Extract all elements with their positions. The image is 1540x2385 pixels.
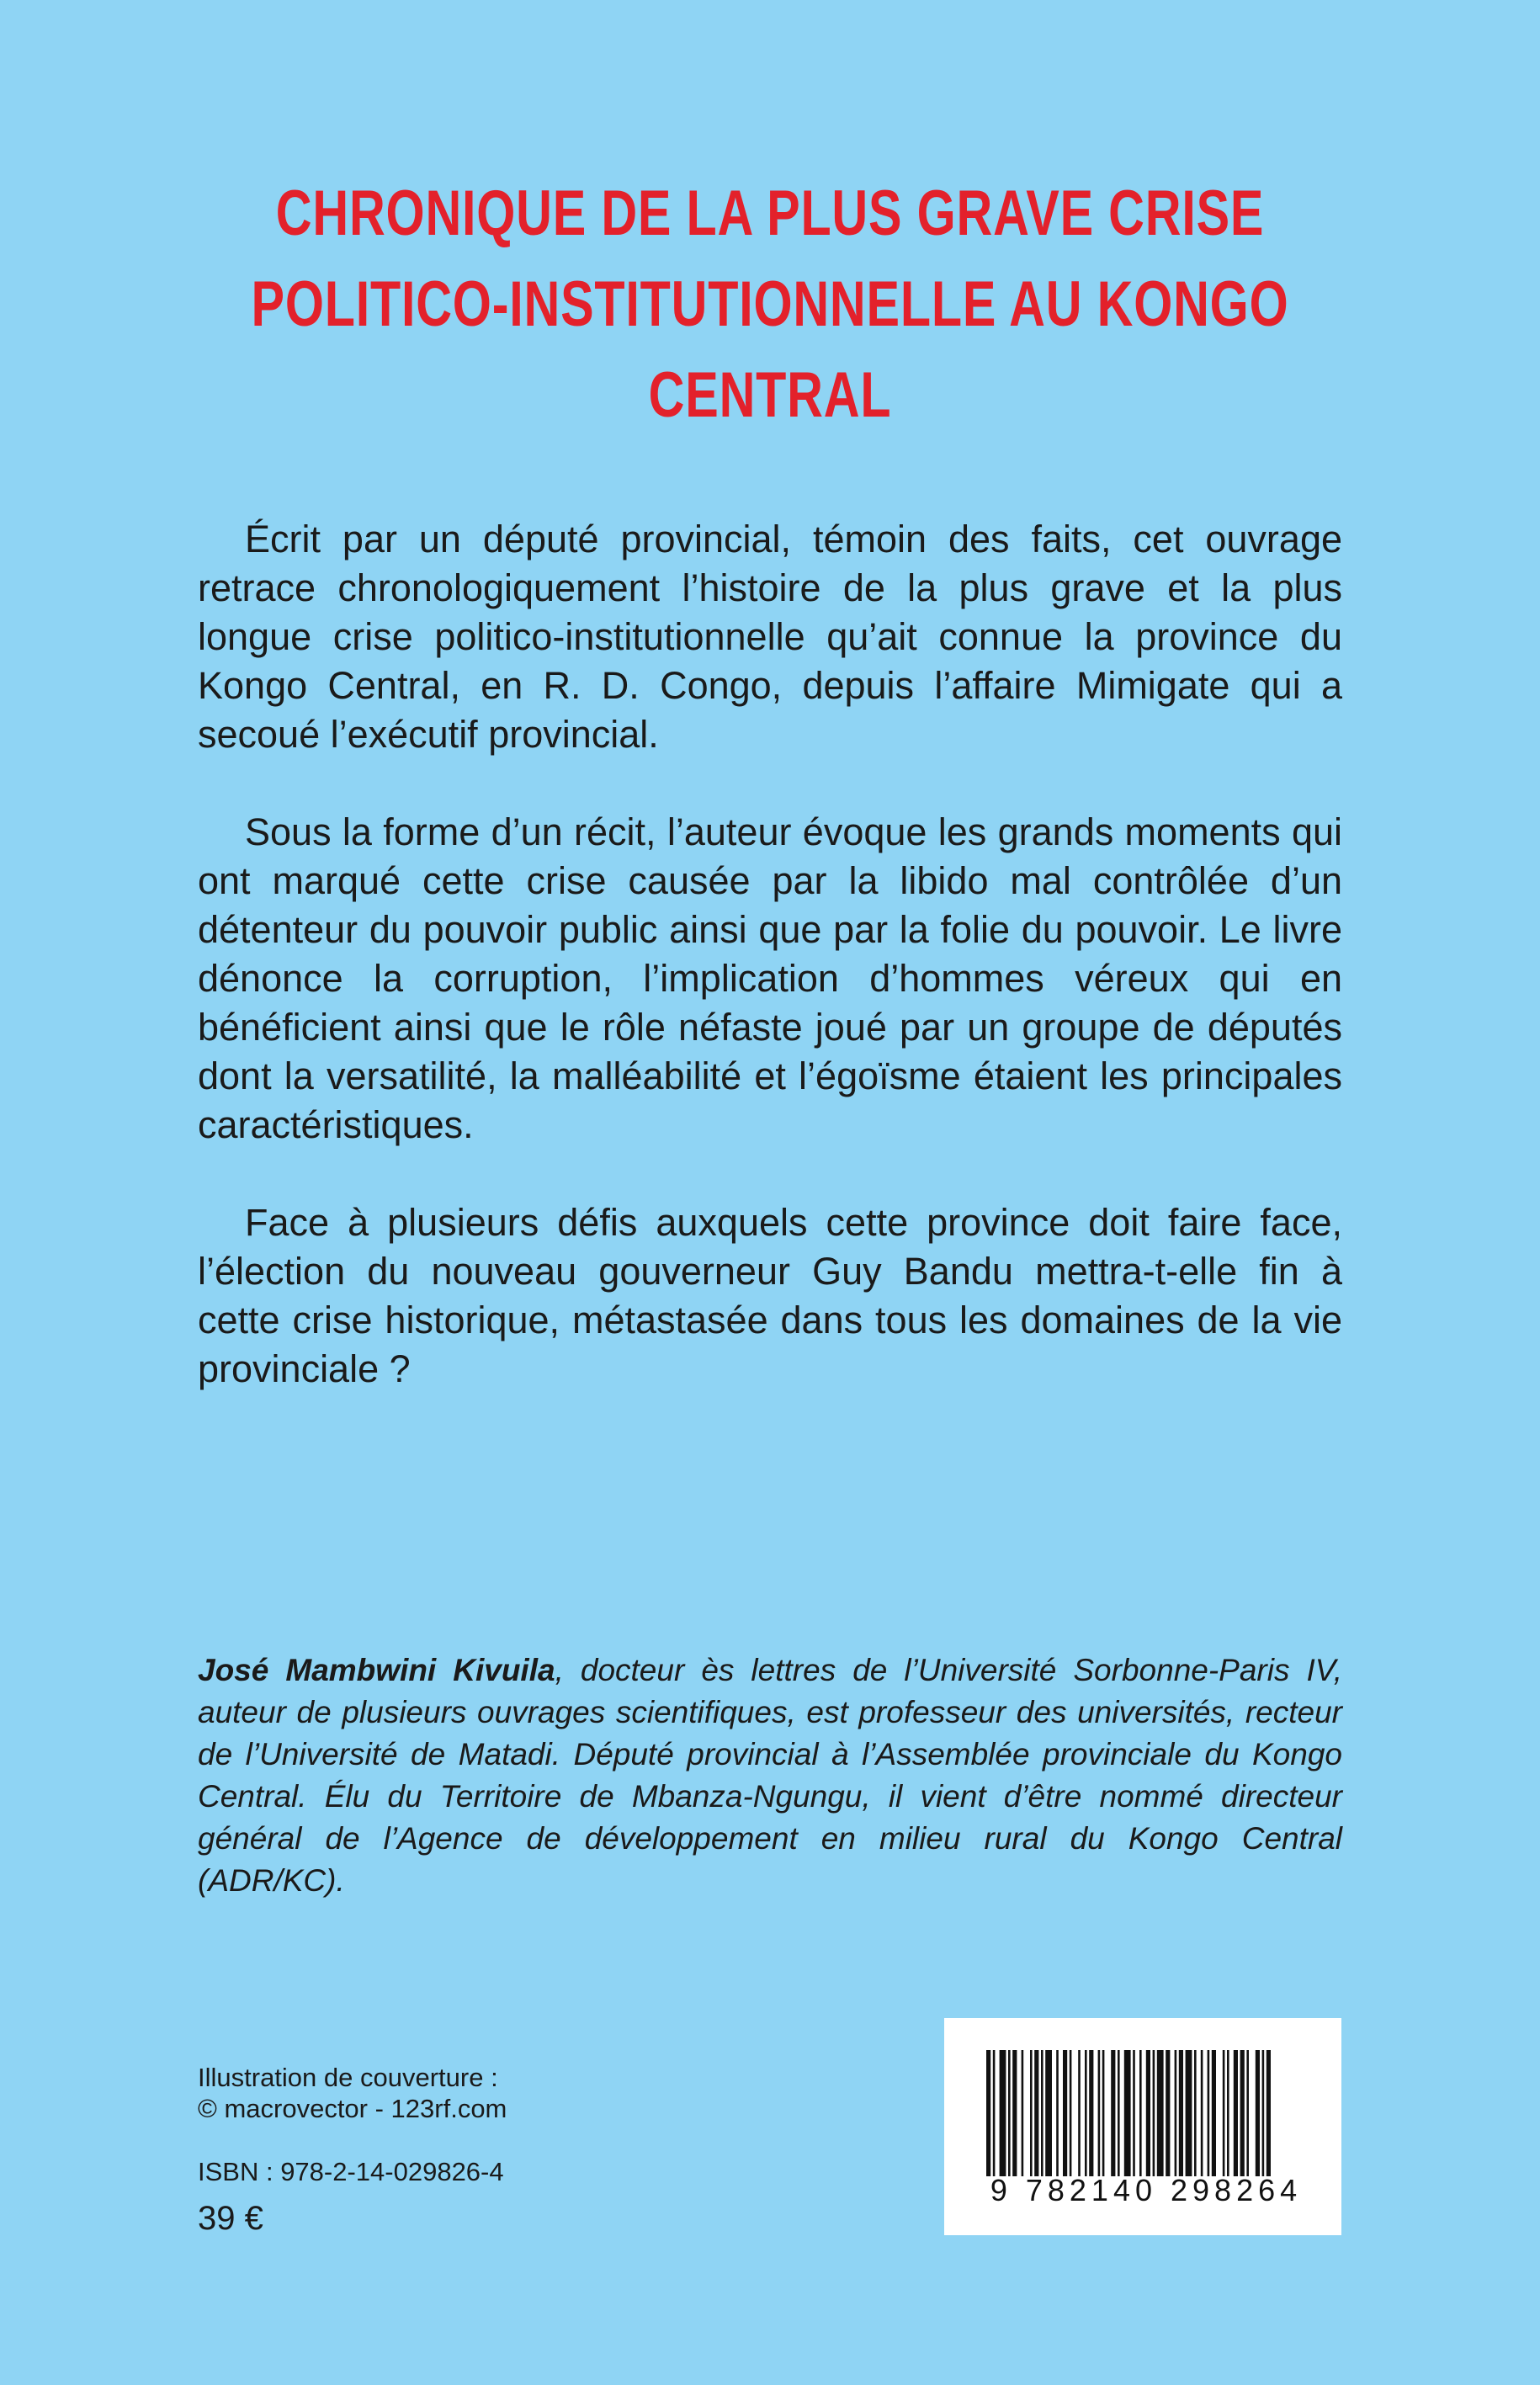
- barcode-bar: [1153, 2050, 1155, 2176]
- barcode-bar: [1179, 2050, 1183, 2176]
- barcode-bar: [1240, 2050, 1245, 2176]
- barcode-bar: [1085, 2050, 1087, 2176]
- author-name: José Mambwini Kivuila: [198, 1653, 555, 1687]
- barcode-bar: [1267, 2050, 1271, 2176]
- barcode-bar: [1186, 2050, 1192, 2176]
- barcode-bar: [1227, 2050, 1229, 2176]
- barcode-bar: [1063, 2050, 1067, 2176]
- barcode-bar: [1157, 2050, 1164, 2176]
- barcode-bar: [1166, 2050, 1170, 2176]
- credit-line-1: Illustration de couverture :: [198, 2063, 498, 2092]
- barcode-bar: [1111, 2050, 1115, 2176]
- synopsis-paragraph-2: Sous la forme d’un récit, l’auteur évoque les grands moments qui ont marqué cette crise causée par la libido mal contrôlée d’un détenteur du pouvoir public ainsi que par la folie du pouvoir. Le livre dénonce la corruption, l’implication d’hommes véreux qui en bénéficient ainsi que le rôle néfaste joué par un groupe de députés dont la versatilité, la malléabilité et l’égoïsme étaient les principales caractéristiques.: [198, 810, 1342, 1146]
- illustration-credit: [198, 2062, 507, 2124]
- barcode-bar: [1102, 2050, 1105, 2176]
- book-title: [0, 168, 1540, 441]
- author-bio: [198, 1649, 1342, 1902]
- barcode-bar: [1012, 2050, 1017, 2176]
- barcode-bar: [1070, 2050, 1072, 2176]
- credit-line-2: © macrovector - 123rf.com: [198, 2094, 507, 2123]
- barcode-bar: [1089, 2050, 1093, 2176]
- barcode-bar: [1118, 2050, 1120, 2176]
- barcode-bar: [1234, 2050, 1238, 2176]
- barcode: [944, 2018, 1341, 2235]
- barcode-bar: [1000, 2050, 1006, 2176]
- barcode-bar: [986, 2050, 990, 2176]
- title-line-2: POLITICO-INSTITUTIONNELLE AU KONGO CENTRAL: [251, 268, 1289, 431]
- barcode-bar: [1034, 2050, 1038, 2176]
- synopsis: [198, 515, 1342, 1442]
- title-line-1: CHRONIQUE DE LA PLUS GRAVE CRISE: [275, 178, 1265, 249]
- barcode-bar: [1008, 2050, 1011, 2176]
- barcode-bar: [1223, 2050, 1225, 2176]
- barcode-bar: [1208, 2050, 1210, 2176]
- barcode-bar: [1246, 2050, 1249, 2176]
- barcode-digits: 9 782140 298264: [990, 2173, 1303, 2207]
- barcode-bar: [1022, 2050, 1024, 2176]
- barcode-bar: [1139, 2050, 1142, 2176]
- barcode-bar: [1045, 2050, 1052, 2176]
- author-bio-text: , docteur ès lettres de l’Université Sorbonne-Paris IV, auteur de plusieurs ouvrages scientifiques, est professeur des universités, recteur de l’Université de Matadi. Député provincial à l’Assemblée provinciale du Kongo Central. Élu du Territoire de Mbanza-Ngungu, il vient d’être nommé directeur général de l’Agence de développement en milieu rural du Kongo Central (ADR/KC).: [198, 1653, 1342, 1898]
- barcode-bar: [1041, 2050, 1043, 2176]
- barcode-bar: [1262, 2050, 1265, 2176]
- barcode-bar: [1133, 2050, 1135, 2176]
- price: 39 €: [198, 2200, 263, 2237]
- synopsis-paragraph-1: Écrit par un député provincial, témoin des faits, cet ouvrage retrace chronologiquement l’histoire de la plus grave et la plus longue crise politico-institutionnelle qu’ait connue la province du Kongo Central, en R. D. Congo, depuis l’affaire Mimigate qui a secoué l’exécutif provincial.: [198, 518, 1342, 756]
- synopsis-paragraph-3: Face à plusieurs défis auxquels cette province doit faire face, l’élection du nouveau gouverneur Guy Bandu mettra-t-elle fin à cette crise historique, métastasée dans tous les domaines de la vie provinciale ?: [198, 1201, 1342, 1390]
- barcode-bar: [1124, 2050, 1131, 2176]
- barcode-bar: [1194, 2050, 1197, 2176]
- barcode-bar: [1030, 2050, 1033, 2176]
- barcode-bar: [1212, 2050, 1216, 2176]
- barcode-bar: [993, 2050, 996, 2176]
- barcode-bar: [1078, 2050, 1081, 2176]
- barcode-bar: [1056, 2050, 1059, 2176]
- barcode-bar: [1175, 2050, 1177, 2176]
- barcode-bars: [986, 2050, 1299, 2176]
- barcode-bar: [1256, 2050, 1260, 2176]
- barcode-bar: [1146, 2050, 1150, 2176]
- isbn: ISBN : 978-2-14-029826-4: [198, 2157, 504, 2186]
- barcode-bar: [1098, 2050, 1101, 2176]
- barcode-bar: [1201, 2050, 1203, 2176]
